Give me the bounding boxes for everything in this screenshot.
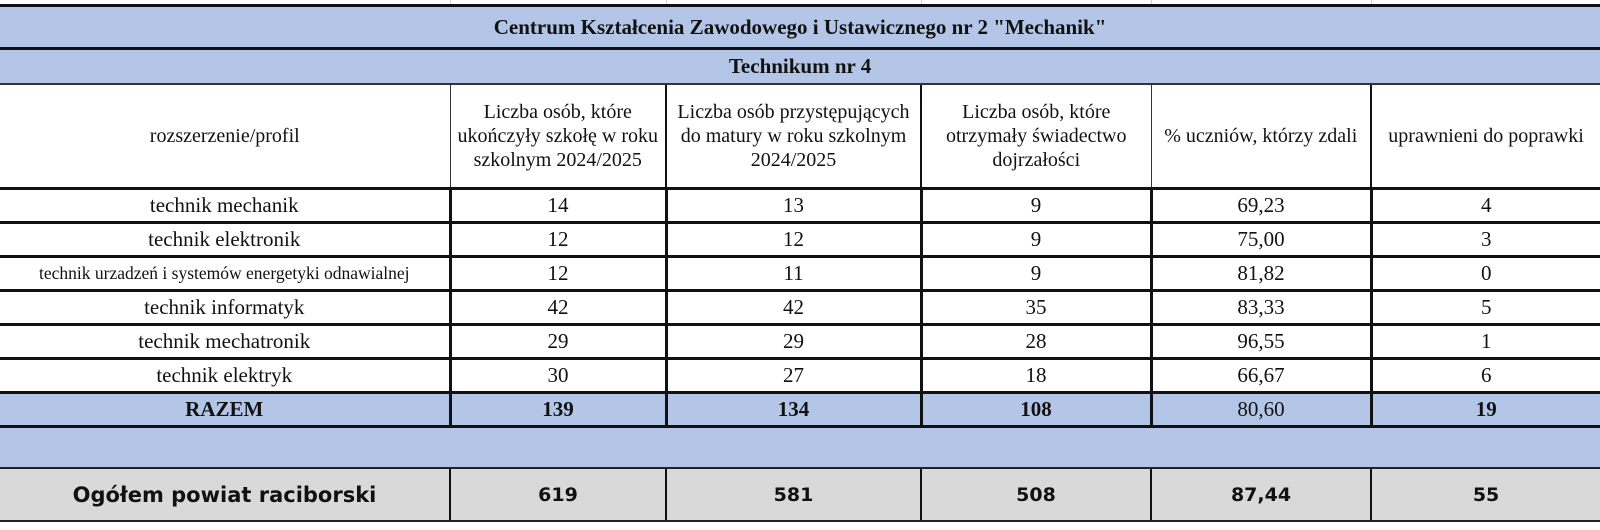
total-label[interactable]: RAZEM — [0, 393, 450, 427]
total-przystepujacy[interactable]: 134 — [666, 393, 921, 427]
column-header-profil[interactable]: rozszerzenie/profil — [0, 84, 450, 189]
table-row — [0, 257, 1600, 291]
results-table — [0, 4, 1600, 522]
cell-profil[interactable]: technik urzadzeń i systemów energetyki odnawialnej — [0, 257, 450, 291]
cell-poprawka[interactable]: 6 — [1371, 359, 1600, 393]
column-header-procent[interactable]: % uczniów, którzy zdali — [1151, 84, 1371, 189]
cell-procent[interactable]: 81,82 — [1151, 257, 1371, 291]
cell-poprawka[interactable]: 1 — [1371, 325, 1600, 359]
cell-swiadectwo[interactable]: 9 — [921, 257, 1151, 291]
overall-poprawka[interactable]: 55 — [1371, 468, 1600, 521]
total-poprawka[interactable]: 19 — [1371, 393, 1600, 427]
table-row — [0, 223, 1600, 257]
cell-poprawka[interactable]: 4 — [1371, 189, 1600, 223]
cell-procent[interactable]: 83,33 — [1151, 291, 1371, 325]
cell-ukonczyli[interactable]: 29 — [450, 325, 666, 359]
cell-profil[interactable]: technik informatyk — [0, 291, 450, 325]
cell-swiadectwo[interactable]: 28 — [921, 325, 1151, 359]
overall-row — [0, 468, 1600, 521]
cell-przystepujacy[interactable]: 13 — [666, 189, 921, 223]
cell-procent[interactable]: 75,00 — [1151, 223, 1371, 257]
cell-ukonczyli[interactable]: 12 — [450, 223, 666, 257]
header-row — [0, 84, 1600, 189]
cell-profil[interactable]: technik mechatronik — [0, 325, 450, 359]
subtitle-row — [0, 49, 1600, 85]
sheet-title[interactable]: Centrum Kształcenia Zawodowego i Ustawicznego nr 2 "Mechanik" — [0, 6, 1600, 49]
table-row — [0, 291, 1600, 325]
overall-procent[interactable]: 87,44 — [1151, 468, 1371, 521]
cell-swiadectwo[interactable]: 9 — [921, 223, 1151, 257]
cell-poprawka[interactable]: 0 — [1371, 257, 1600, 291]
cell-swiadectwo[interactable]: 35 — [921, 291, 1151, 325]
cell-ukonczyli[interactable]: 30 — [450, 359, 666, 393]
table-row — [0, 359, 1600, 393]
table-row — [0, 189, 1600, 223]
cell-profil[interactable]: technik elektryk — [0, 359, 450, 393]
total-procent[interactable]: 80,60 — [1151, 393, 1371, 427]
cell-przystepujacy[interactable]: 29 — [666, 325, 921, 359]
cell-przystepujacy[interactable]: 27 — [666, 359, 921, 393]
cell-ukonczyli[interactable]: 14 — [450, 189, 666, 223]
cell-przystepujacy[interactable]: 12 — [666, 223, 921, 257]
table-row — [0, 325, 1600, 359]
title-row — [0, 6, 1600, 49]
cell-przystepujacy[interactable]: 11 — [666, 257, 921, 291]
cell-swiadectwo[interactable]: 18 — [921, 359, 1151, 393]
overall-przystepujacy[interactable]: 581 — [666, 468, 921, 521]
overall-ukonczyli[interactable]: 619 — [450, 468, 666, 521]
empty-merged-cell[interactable] — [0, 427, 1600, 469]
cell-przystepujacy[interactable]: 42 — [666, 291, 921, 325]
overall-label[interactable]: Ogółem powiat raciborski — [0, 468, 450, 521]
cell-swiadectwo[interactable]: 9 — [921, 189, 1151, 223]
cell-ukonczyli[interactable]: 12 — [450, 257, 666, 291]
cell-procent[interactable]: 96,55 — [1151, 325, 1371, 359]
overall-swiadectwo[interactable]: 508 — [921, 468, 1151, 521]
cell-procent[interactable]: 69,23 — [1151, 189, 1371, 223]
total-ukonczyli[interactable]: 139 — [450, 393, 666, 427]
cell-procent[interactable]: 66,67 — [1151, 359, 1371, 393]
cell-ukonczyli[interactable]: 42 — [450, 291, 666, 325]
total-swiadectwo[interactable]: 108 — [921, 393, 1151, 427]
cell-poprawka[interactable]: 3 — [1371, 223, 1600, 257]
column-header-poprawka[interactable]: uprawnieni do poprawki — [1371, 84, 1600, 189]
column-header-przystepujacy[interactable]: Liczba osób przystępujących do matury w roku szkolnym 2024/2025 — [666, 84, 921, 189]
sheet-subtitle[interactable]: Technikum nr 4 — [0, 49, 1600, 85]
spacer-row — [0, 427, 1600, 469]
cell-profil[interactable]: technik mechanik — [0, 189, 450, 223]
cell-profil[interactable]: technik elektronik — [0, 223, 450, 257]
column-header-ukonczyli[interactable]: Liczba osób, które ukończyły szkołę w roku szkolnym 2024/2025 — [450, 84, 666, 189]
cell-poprawka[interactable]: 5 — [1371, 291, 1600, 325]
total-row — [0, 393, 1600, 427]
column-header-swiadectwo[interactable]: Liczba osób, które otrzymały świadectwo dojrzałości — [921, 84, 1151, 189]
